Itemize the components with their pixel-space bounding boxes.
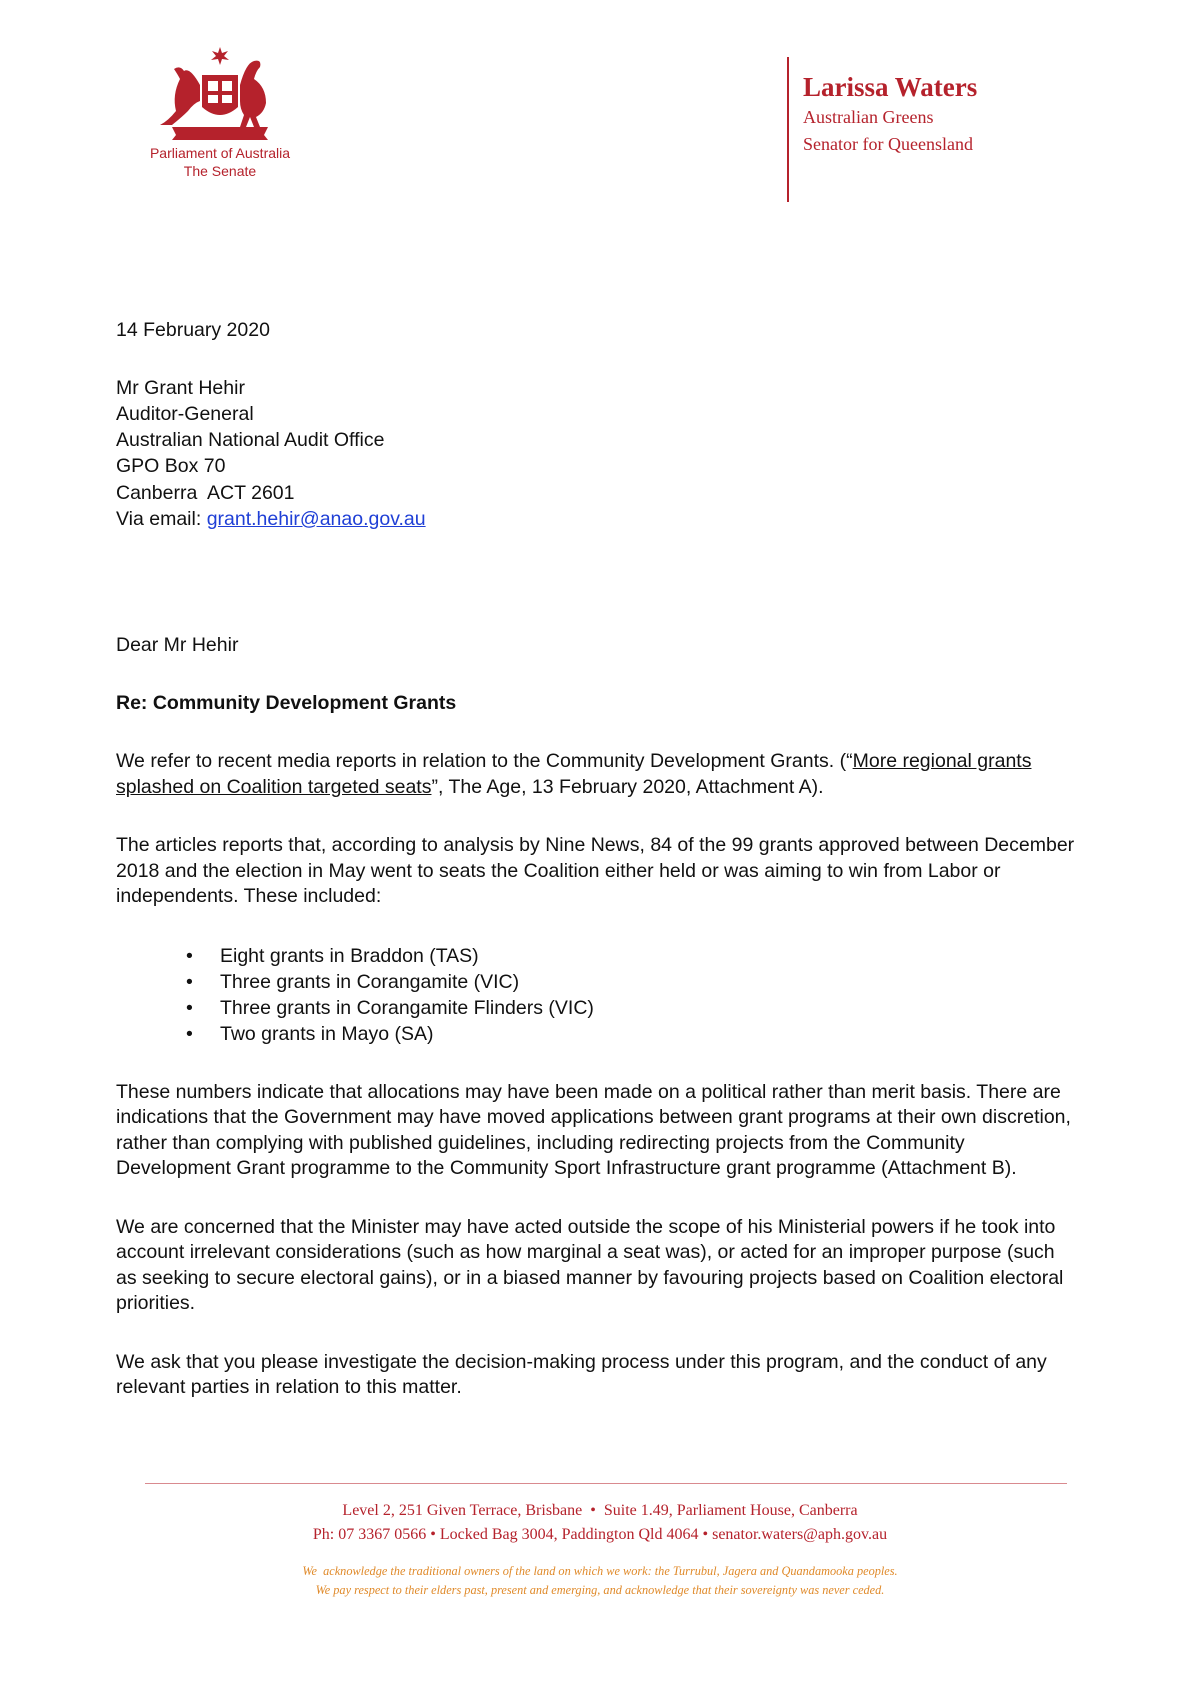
footer-divider [145,1483,1067,1484]
footer-address-line-2: Ph: 07 3367 0566 • Locked Bag 3004, Paddington Qld 4064 • senator.waters@aph.gov.au [312,1526,888,1543]
letterhead-divider [787,57,789,202]
recipient-title: Auditor-General [116,402,254,425]
list-item [116,995,1076,1021]
grant-item-text: Eight grants in Braddon (TAS) [220,944,479,967]
paragraph-4: We are concerned that the Minister may have acted outside the scope of his Ministerial powers if he took into account irrelevant considerations (such as how marginal a seat was), or acted for an improper purpose (such as seeking to secure electoral gains), or in a biased manner by favouring projects based on Coalition electoral priorities. [116,1215,1064,1315]
paragraph-2: The articles reports that, according to analysis by Nine News, 84 of the 99 grants approved between December 2018 and the election in May went to seats the Coalition either held or was aiming to win from Labor or independents. These included: [116,834,1075,908]
grant-item-text: Three grants in Corangamite Flinders (VIC) [220,996,594,1019]
recipient-address [116,375,1076,533]
grant-item-text: Two grants in Mayo (SA) [220,1022,434,1045]
article-title-link[interactable]: More regional grants splashed on Coalition targeted seats [116,750,1032,798]
list-item [116,969,1076,995]
senator-name: Larissa Waters [803,72,978,102]
list-item [116,1021,1076,1047]
footer-address [0,1499,1200,1547]
coat-of-arms [140,45,300,180]
party-name: Australian Greens [803,107,934,127]
recipient-email-line [116,506,1076,532]
paragraph-1 [116,749,1076,800]
bullet-icon: • [186,970,193,993]
footer-ack-line-2: We pay respect to their elders past, present and emerging, and acknowledge that their sovereignty was never ceded. [315,1583,885,1597]
footer-ack-line-1: We acknowledge the traditional owners of the land on which we work: the Turrubul, Jagera and Quandamooka peoples. [302,1564,898,1578]
grant-item-text: Three grants in Corangamite (VIC) [220,970,520,993]
senator-role: Senator for Queensland [803,134,973,154]
chamber-label: The Senate [183,163,257,179]
subject-line: Re: Community Development Grants [116,691,457,714]
letter-date: 14 February 2020 [116,319,270,341]
parliament-label: Parliament of Australia [149,145,291,161]
email-prefix: Via email: [116,507,207,530]
paragraph-1-end: ”, The Age, 13 February 2020, Attachment A). [431,775,824,798]
paragraph-5: We ask that you please investigate the decision-making process under this program, and the conduct of any relevant parties in relation to this matter. [116,1350,1047,1399]
bullet-icon: • [186,1022,193,1045]
bullet-icon: • [186,996,193,1019]
footer-acknowledgement [0,1562,1200,1600]
paragraph-3: These numbers indicate that allocations may have been made on a political rather than merit basis. There are indications that the Government may have moved applications between grant programs at their own discretion, rather than complying with published guidelines, including redirecting projects from the Community Development Grant programme to the Community Sport Infrastructure grant programme (Attachment B). [116,1080,1071,1180]
grants-list [116,943,1076,1047]
list-item [116,943,1076,969]
coat-of-arms-icon [150,45,290,140]
recipient-email-link[interactable]: grant.hehir@anao.gov.au [206,507,426,530]
senator-block [803,70,977,158]
letter-body [116,318,1076,1434]
recipient-name: Mr Grant Hehir [116,376,245,399]
bullet-icon: • [186,944,193,967]
paragraph-1-start: We refer to recent media reports in relation to the Community Development Grants. (“ [116,750,853,773]
recipient-city: Canberra ACT 2601 [116,481,295,504]
footer-address-line-1: Level 2, 251 Given Terrace, Brisbane • Suite 1.49, Parliament House, Canberra [342,1502,858,1519]
salutation: Dear Mr Hehir [116,634,239,657]
recipient-po-box: GPO Box 70 [116,455,226,478]
recipient-organisation: Australian National Audit Office [116,429,385,452]
